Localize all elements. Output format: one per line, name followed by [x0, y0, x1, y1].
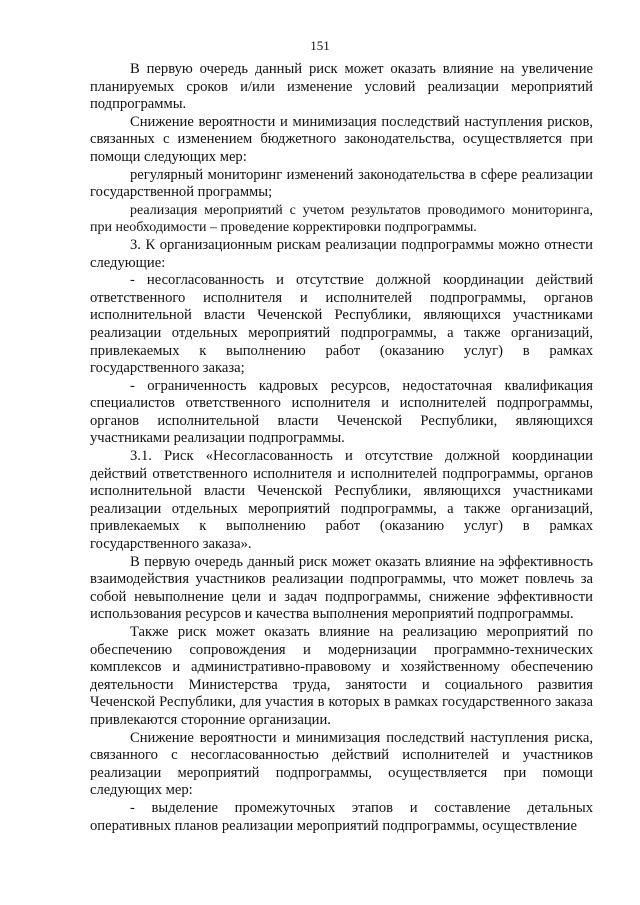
paragraph: Также риск может оказать влияние на реализацию мероприятий по обеспечению сопровождения и модернизации программно-технических комплексов и административно-правовому и хозяйственному обеспечению деятельности Министерства труда, занятости и социального развития Чеченской Республики, для участия в которых в рамках государственного заказа привлекаются сторонние организации. — [90, 624, 593, 728]
paragraph: В первую очередь данный риск может оказать влияние на увеличение планируемых сроков и/или изменение условий реализации мероприятий подпрограммы. — [90, 61, 593, 113]
list-item: - ограниченность кадровых ресурсов, недостаточная квалификация специалистов ответственного исполнителя и исполнителей подпрограммы, органов исполнительной власти Чеченской Республики, являющихся участниками реализации подпрограммы. — [90, 377, 593, 447]
page-number: 151 — [310, 38, 330, 53]
paragraph: 3.1. Риск «Несогласованность и отсутствие должной координации действий ответственного исполнителя и исполнителей подпрограммы, органов исполнительной власти Чеченской Республики, являющихся участниками реализации отдельных мероприятий подпрограммы, а также организаций, привлекаемых к выполнению работ (оказанию услуг) в рамках государственного заказа». — [90, 448, 593, 553]
paragraph: регулярный мониторинг изменений законодательства в сфере реализации государственной программы; — [90, 166, 593, 201]
paragraph: В первую очередь данный риск может оказать влияние на эффективность взаимодействия участников реализации подпрограммы, что может повлечь за собой невыполнение цели и задач подпрограммы, снижение эффективности использования ресурсов и качества выполнения мероприятий подпрограммы. — [90, 553, 593, 623]
list-item: - несогласованность и отсутствие должной координации действий ответственного исполнителя и исполнителей подпрограммы, органов исполнительной власти Чеченской Республики, являющихся участниками реализации отдельных мероприятий подпрограммы, а также организаций, привлекаемых к выполнению работ (оказанию услуг) в рамках государственного заказа; — [90, 272, 593, 377]
paragraph: 3. К организационным рискам реализации подпрограммы можно отнести следующие: — [90, 236, 593, 271]
document-body — [90, 61, 593, 835]
paragraph: реализация мероприятий с учетом результатов проводимого мониторинга, при необходимости – проведение корректировки подпрограммы. — [90, 202, 593, 236]
paragraph: Снижение вероятности и минимизация последствий наступления риска, связанного с несогласованностью действий исполнителей и участников реализации мероприятий подпрограммы, осуществляется при помощи следующих мер: — [90, 729, 593, 799]
paragraph: Снижение вероятности и минимизация последствий наступления рисков, связанных с изменением бюджетного законодательства, осуществляется при помощи следующих мер: — [90, 113, 593, 165]
list-item: - выделение промежуточных этапов и составление детальных оперативных планов реализации мероприятий подпрограммы, осуществление — [90, 799, 593, 834]
